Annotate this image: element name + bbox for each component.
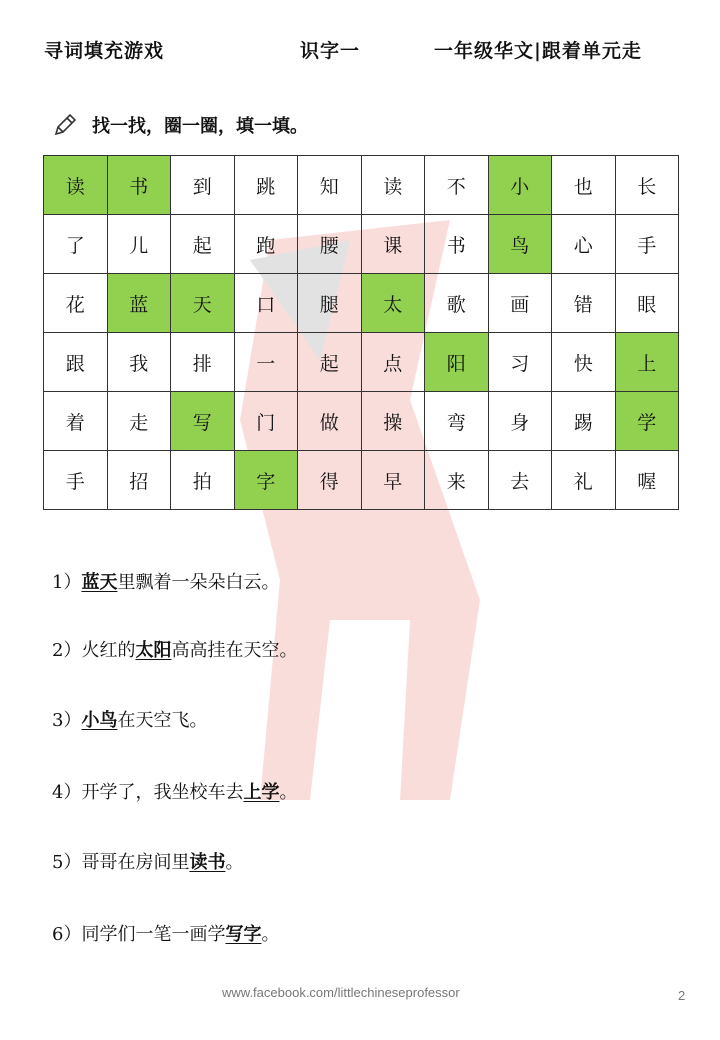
grid-cell[interactable]: 拍 (171, 451, 235, 510)
grid-row (44, 333, 679, 392)
grid-row (44, 156, 679, 215)
grid-cell[interactable]: 心 (552, 215, 616, 274)
grid-cell[interactable]: 跟 (44, 333, 108, 392)
grid-cell[interactable]: 腿 (298, 274, 362, 333)
grid-cell[interactable]: 口 (234, 274, 298, 333)
grid-cell-highlighted[interactable]: 天 (171, 274, 235, 333)
grid-cell[interactable]: 做 (298, 392, 362, 451)
instruction-text: 找一找，圈一圈，填一填。 (92, 116, 308, 137)
grid-cell[interactable]: 儿 (107, 215, 171, 274)
sentence-text-after: 。 (279, 782, 298, 803)
grid-row (44, 274, 679, 333)
pencil-icon (52, 112, 78, 138)
answer-word: 上学 (243, 782, 280, 803)
sentence-text-before: 火红的 (81, 640, 136, 661)
sentence-number: 5） (52, 852, 82, 873)
sentence-4 (52, 778, 297, 804)
grid-cell[interactable]: 去 (488, 451, 552, 510)
grid-cell-highlighted[interactable]: 蓝 (107, 274, 171, 333)
worksheet-title: 寻词填充游戏 (44, 40, 165, 62)
grid-cell[interactable]: 手 (44, 451, 108, 510)
sentence-1 (52, 568, 279, 594)
grid-cell[interactable]: 书 (425, 215, 489, 274)
grid-cell[interactable]: 招 (107, 451, 171, 510)
sentence-text-before: 同学们一笔一画学 (81, 924, 226, 945)
page-number: 2 (678, 988, 686, 1003)
sentence-2 (52, 636, 297, 662)
sentence-number: 6） (52, 924, 82, 945)
sentence-text-after: 。 (261, 924, 280, 945)
grid-cell[interactable]: 长 (615, 156, 679, 215)
word-search-grid (43, 155, 679, 510)
grid-cell[interactable]: 排 (171, 333, 235, 392)
grid-cell[interactable]: 身 (488, 392, 552, 451)
grid-cell[interactable]: 喔 (615, 451, 679, 510)
lesson-title: 识字一 (300, 40, 361, 62)
grid-cell[interactable]: 操 (361, 392, 425, 451)
grid-row (44, 392, 679, 451)
grid-cell-highlighted[interactable]: 学 (615, 392, 679, 451)
sentence-text-after: 里飘着一朵朵白云。 (117, 572, 280, 593)
grid-cell[interactable]: 弯 (425, 392, 489, 451)
grid-cell-highlighted[interactable]: 阳 (425, 333, 489, 392)
sentence-text-after: 高高挂在天空。 (171, 640, 298, 661)
grid-cell[interactable]: 踢 (552, 392, 616, 451)
grid-cell[interactable]: 起 (298, 333, 362, 392)
sentence-text-before: 开学了，我坐校车去 (81, 782, 244, 803)
grid-cell-highlighted[interactable]: 鸟 (488, 215, 552, 274)
sentence-text-after: 在天空飞。 (117, 710, 208, 731)
grid-cell[interactable]: 也 (552, 156, 616, 215)
sentence-5 (52, 848, 243, 874)
grid-cell[interactable]: 腰 (298, 215, 362, 274)
grid-row (44, 451, 679, 510)
grid-cell[interactable]: 习 (488, 333, 552, 392)
sentence-number: 1） (52, 572, 82, 593)
instruction (52, 112, 308, 138)
grid-cell[interactable]: 眼 (615, 274, 679, 333)
sentence-6 (52, 920, 279, 946)
footer-url: www.facebook.com/littlechineseprofessor (222, 985, 460, 1000)
answer-word: 读书 (189, 852, 226, 873)
grid-cell-highlighted[interactable]: 太 (361, 274, 425, 333)
sentence-number: 4） (52, 782, 82, 803)
grid-cell[interactable]: 点 (361, 333, 425, 392)
sentence-text-before: 哥哥在房间里 (81, 852, 190, 873)
grid-cell[interactable]: 歌 (425, 274, 489, 333)
grid-cell[interactable]: 起 (171, 215, 235, 274)
grid-cell[interactable]: 早 (361, 451, 425, 510)
grid-cell[interactable]: 了 (44, 215, 108, 274)
grid-cell-highlighted[interactable]: 读 (44, 156, 108, 215)
grid-cell[interactable]: 读 (361, 156, 425, 215)
sentence-3 (52, 706, 207, 732)
grid-cell[interactable]: 知 (298, 156, 362, 215)
answer-word: 小鸟 (81, 710, 118, 731)
grade-series-title: 一年级华文|跟着单元走 (434, 40, 642, 62)
sentence-number: 3） (52, 710, 82, 731)
grid-cell[interactable]: 花 (44, 274, 108, 333)
grid-cell[interactable]: 得 (298, 451, 362, 510)
grid-cell[interactable]: 我 (107, 333, 171, 392)
grid-cell[interactable]: 走 (107, 392, 171, 451)
grid-cell[interactable]: 跑 (234, 215, 298, 274)
answer-word: 写字 (225, 924, 262, 945)
grid-cell-highlighted[interactable]: 字 (234, 451, 298, 510)
grid-cell-highlighted[interactable]: 写 (171, 392, 235, 451)
sentence-number: 2） (52, 640, 82, 661)
grid-cell-highlighted[interactable]: 小 (488, 156, 552, 215)
grid-cell[interactable]: 课 (361, 215, 425, 274)
grid-cell[interactable]: 门 (234, 392, 298, 451)
grid-cell[interactable]: 手 (615, 215, 679, 274)
grid-cell[interactable]: 快 (552, 333, 616, 392)
grid-cell[interactable]: 到 (171, 156, 235, 215)
grid-cell[interactable]: 来 (425, 451, 489, 510)
grid-cell[interactable]: 礼 (552, 451, 616, 510)
grid-cell[interactable]: 画 (488, 274, 552, 333)
grid-cell[interactable]: 一 (234, 333, 298, 392)
grid-cell[interactable]: 错 (552, 274, 616, 333)
grid-cell[interactable]: 不 (425, 156, 489, 215)
answer-word: 蓝天 (81, 572, 118, 593)
grid-cell[interactable]: 跳 (234, 156, 298, 215)
grid-cell-highlighted[interactable]: 书 (107, 156, 171, 215)
sentence-text-after: 。 (225, 852, 244, 873)
grid-row (44, 215, 679, 274)
grid-cell-highlighted[interactable]: 上 (615, 333, 679, 392)
answer-word: 太阳 (135, 640, 172, 661)
grid-cell[interactable]: 着 (44, 392, 108, 451)
